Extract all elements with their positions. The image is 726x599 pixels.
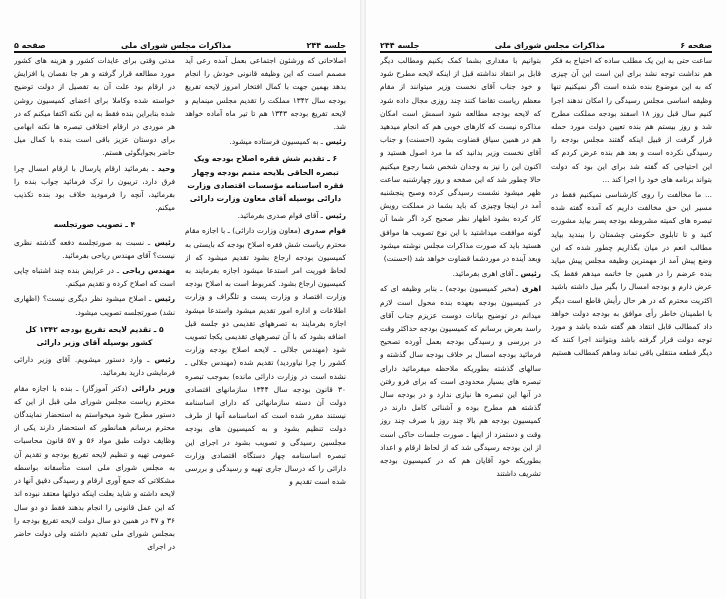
left-page-header (14, 36, 346, 50)
section-heading: ۴ ـ تصویب صورتجلسه (53, 220, 136, 230)
paragraph-text: ـ اصلاح میشود نظر دیگری نیست؟ (اظهاری نشد) صورتجلسه تصویب میشود. (14, 294, 175, 317)
paragraph (14, 264, 175, 290)
paragraph-text: (مخبر کمیسیون بودجه) ـ بنابر وظیفه ای که در کمیسیون بودجه بعهده بنده محول است لازم میدانم در توضیح بیانات دوست عزیزم جناب آقای راسد بعرض برسانم که کمیسیون بودجه حداکثر وقت در بررسی و رسیدگی بودجه بعمل آورده تصحیح فرمائید بودجه امسال بر خلاف بودجه سال گذشته و سالهای گذشته بطوریکه ملاحظه میفرمائید دارای تبصره های بسیار محدودی است که برای فرو رفتن در آنها این تبصره ها نیازی ندارد و در بودجه سال گذشته هم مطرح بوده و آشنائی کامل دارند در کمیسیون بودجه هم بالا چند روز با صرف چند روز وقت و دستمزد از اینها ـ صورت جلسات حاکی است از این بودجه رسیدگی شد که از لحاظ ارقام و اعداد بطوریکه خود آقایان هم که در کمیسیون بودجه تشریف داشتند (380, 284, 541, 479)
page-number: صفحه ۵ (14, 41, 46, 50)
paragraph-text: ساعت حتی به این یک مطلب ساده که احتیاج به فکر هم نداشت توجه نشد برای این است این آن چیزی که به این موضوع بنده شده است اگر نمیکنیم تنها وظیفه اساسی مجلس رسیدگی را امکان ندهند اجرا کنیم سال قبل روز ۱۸ اسفند بودجه مملکت مطرح شد و روز بیستم هم بنده تعیین دولت مورد حمله قرار گرفت از قبیل اینکه گفتند مجلس بودجه را رسیدگی نکرده است و بعد هم بنده عرض کردم که این احتیاجی که گفته شد برای این بود که دولت بتواند برنامه های خود را اجرا کند ... (551, 56, 712, 184)
speaker-name: مهندس ریاحی (119, 266, 175, 276)
session-number: جلسه ۲۴۴ (306, 41, 346, 50)
speaker-name: اهری (518, 284, 541, 294)
paragraph-text: ... ما مخالفت را روی کارشناسی نمیکنیم فقط در مسیر این حق مخالفت داریم که آمده گفته شده تبصره های کمیته مشروطه بودجه پسر بیاید مشورت کنید و تا تابلوی حکومتی چشمتان را ببندید بیاید مطالب انعم در میان بگذاریم چطور شده که این وضع پیش آمد از مهمترین وظیفه مجلس پیش میاید بنده عرضم را در همین جا خاتمه میدهم فقط یک عرض دارم و بودجه امسال را بگیر میل داشته باشید اکثریت محترم که در هر حال رأیش قاطع است دیگر با اطمینان خاطر رأی موافق به بودجه دولت خواهد داد کمطالب قابل انتقاد هم گفته شده باشد و مورد توجه دولت قرار گرفته باشد وبتوانند اجرا کنند که دیگر قطعه منتقلی باقی نماند وماهم کمطالب هستیم (551, 190, 712, 358)
paragraph (14, 54, 175, 160)
paragraph (14, 162, 175, 215)
page-number: صفحه ۶ (680, 41, 712, 50)
paragraph-text: بتوانیم با مقداری بشما کمک بکنیم ومطالب دیگر قابل بر انتقاد نداشته قبل از اینکه لایحه مطرح شود و خود جناب آقای نخست وزیر میتوانند از مقام معظم ریاست تقاضا کنند چند روزی مجال داده شود که لایحه بودجه مطالعه شود اسمش است امکان مذاکره نیست که کارهای خوبی هم که انجام میدهید هم در همین سیاق قضاوت بشود (احسنت) و جناب آقای نخست وزیر بدانید که ما مرد اصول هستید و اکنون این را نیز به وجدان شخص شما رجوع میکنیم حالا چطور شد که این صفحه و روز چهارشنبه ساعت ظهر میشود نشست رسیدگی کرده وصبح پنجشنبه آمد در اینجا وچیزی که باید بشما در مملکت رویش کار کرده بشود اظهار نظر صحیح کرد اگر شما آن گونه موافقت میداشتید با این نوع تصویب ها موافق هستید باید که صورت مذاکرات مجلس نوشته میشود وبعد آینده در موردشما قضاوت خواهد شد (احسنت) (380, 56, 541, 264)
section-heading: ۶ ـ تقدیم شش فقره اصلاح بودجه ویک تبصره الحاقی بلایحه متمم بودجه وچهار فقره اساسنامه مؤسسات اقتصادی وزارت دارائی بوسیله آقای معاون وزارت دارائی (187, 154, 344, 204)
right-page-right-column (551, 54, 712, 587)
paragraph (14, 353, 175, 379)
speaker-name: وحید (154, 163, 175, 173)
paragraph (185, 224, 346, 488)
right-page-header (380, 36, 712, 50)
running-title: مذاکرات مجلس شورای ملی (494, 41, 605, 50)
paragraph-text: مدتی وقتی برای عایدات کشور و هزینه های کشور مورد مطالعه قرار گرفته و هر جا نقصان یا افزایش در ارقام بود علت آن به تفصیل از دولت توضیح خواسته شده وکاملا برای اعضای کمیسیون روشن شده بنابراین بنده فقط به این نکته اکتفا میکنم که در هر موردی در ارقام اختلافی تبصره ها نکته ابهامی برای دوستان عزیز باقی است بنده با کمال میل حاضر بجوابگوئی هستم. (14, 56, 175, 158)
header-rule (14, 51, 346, 53)
paragraph-text: (دکتر آموزگار) ـ بنده با اجازه مقام محترم ریاست مجلس شورای ملی قبل از این که دستور مطرح شود میخواستم به استحضار نمایندگان محترم برسانم همانطور که استحضار دارند یکی از وظایف دولت طبق مواد ۵۶ و ۵۷ قانون محاسبات عمومی تهیه و تنظیم لایحه تفریغ بودجه و تقدیم آن به مجلس شورای ملی است متأسفانه بواسطه مشکلاتی که جمع آوری ارقام و رسیدگی دقیق آنها در لایحه داشته و شاید بعلت اینکه دولتها معتقد نبوده اند که این عمل قانونی را انجام بدهند فقط دو دو سال ۳۶ و ۳۷ در همین دو سال دولت لایحه تفریغ بودجه را بمجلس شورای ملی تقدیم داشته ولی دولت حاضر در اجرای (14, 383, 175, 552)
paragraph-text: ـ نسبت به صورتجلسه دفعه گذشته نظری نیست؟ آقای مهندس ریاحی بفرمائید. (14, 237, 175, 260)
speaker-name: رئیس (150, 237, 175, 247)
paragraph (14, 236, 175, 262)
paragraph-text: اصلاحاتی که ورشئون اجتماعی بعمل آمده رعی آید مصمم است که این وظیفه قانونی خودش را انجام بدهد بهمین جهت با کمال افتخار امروز لایحه تفریغ بودجه سال ۱۳۴۲ مملکت را تقدیم مجلس مینمایم و لایحه تفریغ بودجه ۱۳۴۳ هم تا تیر ماه آماده خواهد شد. (185, 56, 346, 132)
paragraph (185, 209, 346, 222)
speaker-name: رئیس (322, 137, 346, 147)
paragraph (380, 267, 541, 280)
paragraph-text: ـ در عرایض بنده چند اشتباه چاپی است که اصلاح کرده و تقدیم میکنم. (14, 266, 175, 289)
right-page (366, 0, 726, 599)
paragraph (14, 292, 175, 318)
paragraph-text: ـ وارد دستور میشویم. آقای وزیر دارائی فرمایشی دارید بفرمائید. (14, 355, 175, 378)
paragraph (185, 135, 346, 148)
session-number: جلسه ۲۴۴ (380, 41, 420, 50)
left-page-left-column (14, 54, 175, 587)
paragraph-text: (معاون وزارت دارائی) ـ با اجازه مقام محترم ریاست شش فقره اصلاح بودجه که بایستی به کمیسیون بودجه ارجاع بشود تقدیم میشود که از لحاظ فوریت امر استدعا میشود اجازه بفرمایند به کمیسیون ارجاع بشود. کمربوط است به اصلاح بودجه وزارت اقتصاد و وزارت پست و تلگراف و وزارت اطلاعات و اداره امور تقدیم میشود واستدعا میشود اجازه بفرمایند به تصرههای تقدیمی دو جلسه قبل اضافه بشود که با آن تبصرههای تقدیمی یکجا تصویب شود (مهندس جلالی ـ لایحه اصلاح بودجه وزارت کشور را چرا نیاوردید) تقدیم شده (مهندس جلالی ـ نشده است در وزارت دارائی مانده) بموجب تبصره ۳۰ قانون بودجه سال ۱۳۴۴ سازمانهای اقتصادی دولت آن دسته سازمانهائی که دارای اساسنامه نیستند مقرر شده است که اساسنامه آنها از طرف دولت تنظیم بشود و به کمیسیون های بودجه مجلسین رسیدگی و تصویب بشود در اجرای این تبصره اساسنامه چهار دستگاه اقتصادی وزارت دارائی را که درسال جاری تهیه و رسیدگی و بررسی شده است تقدیم و (185, 226, 346, 487)
paragraph (185, 54, 346, 133)
paragraph (380, 282, 541, 480)
paragraph-text: ـ به کمیسیون فرستاده میشود. (229, 137, 323, 147)
speaker-name: وزیر دارائی (127, 383, 175, 393)
paragraph (551, 188, 712, 360)
left-page-right-column (185, 54, 346, 587)
paragraph-text: ـ آقای قوام صدری بفرمائید. (237, 211, 323, 221)
paragraph-text: ـ بفرمائید ارقام پارسال با ارقام امسال چرا فرق دارد، تریبون را ترک فرمائید جواب بنده را بفرمائید، آنچه را فرمودید خلاف بود بنده تکذیب میکنم. (14, 163, 175, 213)
speaker-name: رئیس (151, 294, 175, 304)
right-page-left-column (380, 54, 541, 587)
paragraph-text: ـ آقای اهری بفرمائید. (452, 269, 518, 279)
speaker-name: قوام صدری (300, 226, 346, 236)
speaker-name: رئیس (517, 269, 541, 279)
speaker-name: رئیس (322, 211, 346, 221)
section-heading: ۵ ـ تقدیم لایحه تفریغ بودجه ۱۳۴۲ کل کشور بوسیله آقای وزیر دارائی (25, 324, 164, 348)
left-page (0, 0, 360, 599)
header-rule (380, 51, 712, 53)
paragraph (551, 54, 712, 186)
paragraph (380, 54, 541, 265)
running-title: مذاکرات مجلس شورای ملی (121, 41, 232, 50)
speaker-name: رئیس (149, 355, 175, 365)
paragraph (14, 382, 175, 554)
